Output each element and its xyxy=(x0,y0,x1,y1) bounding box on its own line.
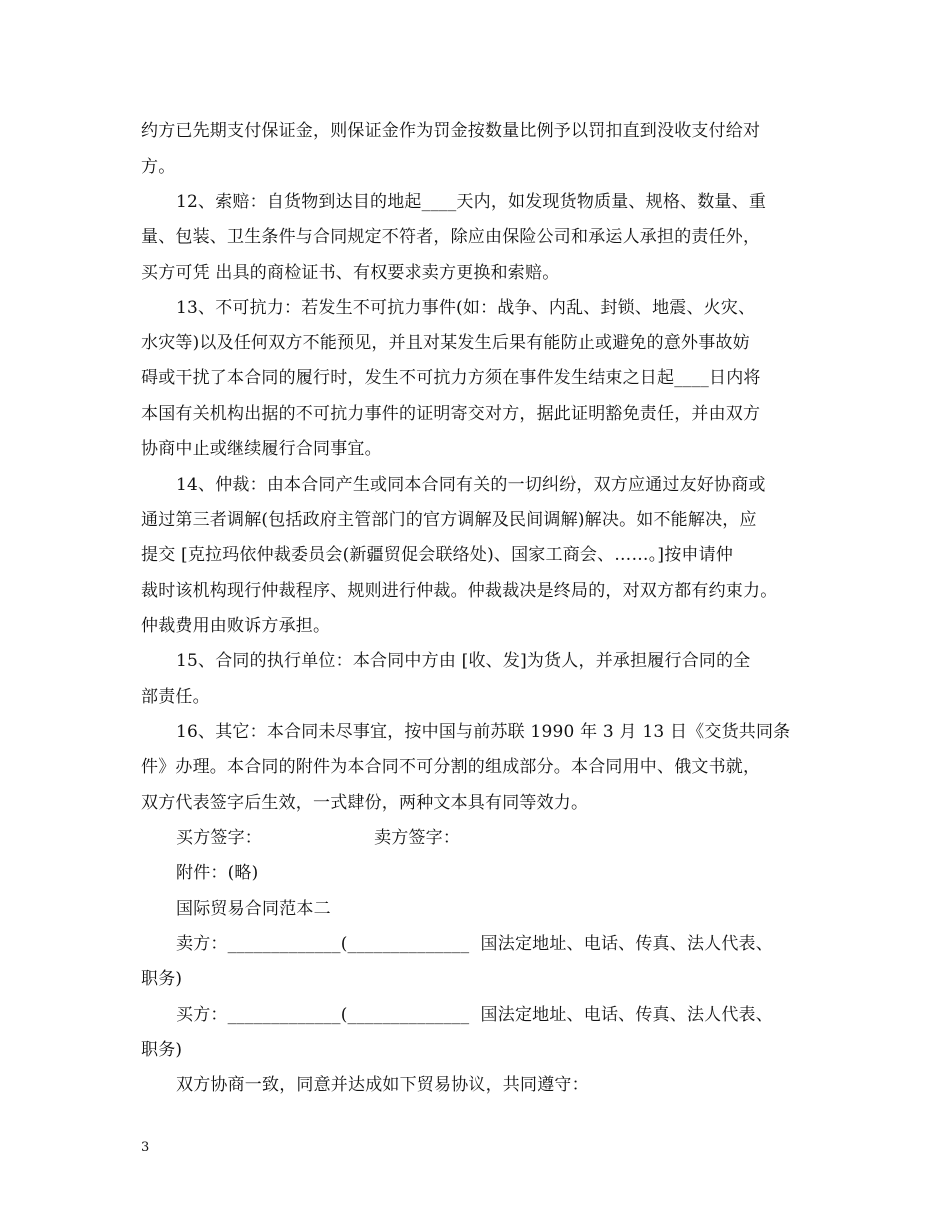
text-line: 碍或干扰了本合同的履行时，发生不可抗力方须在事件发生结束之日起____日内将 xyxy=(141,368,761,388)
section-title: 国际贸易合同范本二 xyxy=(176,899,331,919)
signature-line: 买方签字： 卖方签字： xyxy=(176,828,461,848)
clause-13-heading: 13、不可抗力：若发生不可抗力事件(如：战争、内乱、封锁、地震、火灾、 xyxy=(176,298,756,318)
text-line: 仲裁费用由败诉方承担。 xyxy=(141,616,331,636)
text-line: 水灾等)以及任何双方不能预见，并且对某发生后果有能防止或避免的意外事故妨 xyxy=(141,333,750,353)
text-line: 件》办理。本合同的附件为本合同不可分割的组成部分。本合同用中、俄文书就， xyxy=(141,757,761,777)
text-line: 协商中止或继续履行合同事宜。 xyxy=(141,439,382,459)
text-line: 通过第三者调解(包括政府主管部门的官方调解及民间调解)解决。如不能解决，应 xyxy=(141,510,757,530)
text-line: 部责任。 xyxy=(141,687,210,707)
text-line: 职务) xyxy=(141,1040,183,1060)
text-line: 方。 xyxy=(141,157,176,177)
clause-14-heading: 14、仲裁：由本合同产生或同本合同有关的一切纠纷，双方应通过友好协商或 xyxy=(176,475,766,495)
text-line: 本国有关机构出据的不可抗力事件的证明寄交对方，据此证明豁免责任，并由双方 xyxy=(141,404,761,424)
text-line: 约方已先期支付保证金，则保证金作为罚金按数量比例予以罚扣直到没收支付给对 xyxy=(141,121,761,141)
seller-field: 卖方：_____________(______________ 国法定地址、电话、传真、法人代表、 xyxy=(176,934,773,954)
text-line: 买方可凭 出具的商检证书、有权要求卖方更换和索赔。 xyxy=(141,263,560,283)
clause-12-heading: 12、索赔：自货物到达目的地起____天内，如发现货物质量、规格、数量、重 xyxy=(176,192,767,212)
text-line: 提交 [克拉玛依仲裁委员会(新疆贸促会联络处)、国家工商会、……。]按申请仲 xyxy=(141,545,734,565)
page-number: 3 xyxy=(141,1140,150,1155)
text-line: 双方代表签字后生效，一式肆份，两种文本具有同等效力。 xyxy=(141,793,589,813)
text-line: 裁时该机构现行仲裁程序、规则进行仲裁。仲裁裁决是终局的，对双方都有约束力。 xyxy=(141,581,778,601)
attachment-note: 附件：(略) xyxy=(176,863,259,883)
agreement-statement: 双方协商一致，同意并达成如下贸易协议，共同遵守： xyxy=(176,1075,589,1095)
clause-16-heading: 16、其它：本合同未尽事宜，按中国与前苏联 1990 年 3 月 13 日《交货共同条 xyxy=(176,722,791,742)
text-line: 职务) xyxy=(141,969,183,989)
clause-15-heading: 15、合同的执行单位：本合同中方由 [收、发]为货人，并承担履行合同的全 xyxy=(176,651,751,671)
buyer-field: 买方：_____________(______________ 国法定地址、电话、传真、法人代表、 xyxy=(176,1005,773,1025)
text-line: 量、包装、卫生条件与合同规定不符者，除应由保险公司和承运人承担的责任外， xyxy=(141,227,761,247)
